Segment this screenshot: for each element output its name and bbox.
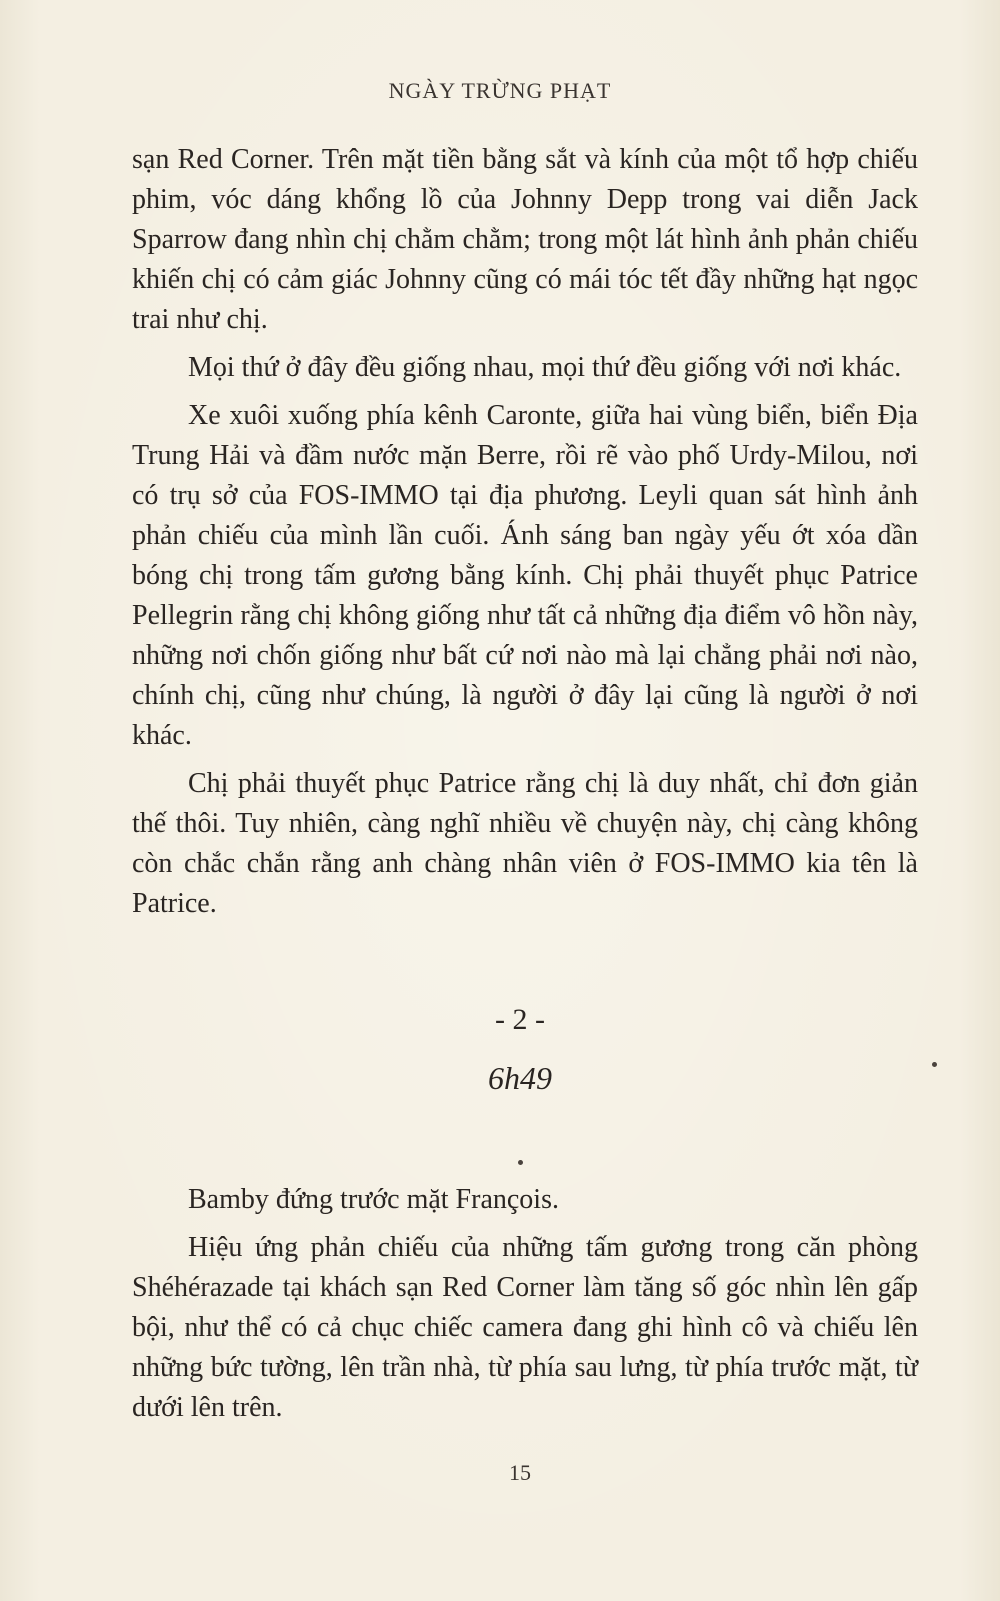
paragraph: Xe xuôi xuống phía kênh Caronte, giữa hai vùng biển, biển Địa Trung Hải và đầm nước mặn Berre, rồi rẽ vào phố Urdy-Milou, nơi có trụ sở của FOS-IMMO tại địa phương. Leyli quan sát hình ảnh phản chiếu của mình lần cuối. Ánh sáng ban ngày yếu ớt xóa dần bóng chị trong tấm gương bằng kính. Chị phải thuyết phục Patrice Pellegrin rằng chị không giống như tất cả những địa điểm vô hồn này, những nơi chốn giống như bất cứ nơi nào mà lại chẳng phải nơi nào, chính chị, cũng như chúng, là người ở đây lại cũng là người ở nơi khác. xyxy=(132,400,918,751)
section-1-text xyxy=(132,140,918,924)
paragraph: Mọi thứ ở đây đều giống nhau, mọi thứ đều giống với nơi khác. xyxy=(188,352,902,383)
page-number: 15 xyxy=(509,1460,531,1485)
print-speck xyxy=(932,1062,937,1067)
paragraph: Hiệu ứng phản chiếu của những tấm gương trong căn phòng Shéhérazade tại khách sạn Red Corner làm tăng số góc nhìn lên gấp bội, như thể có cả chục chiếc camera đang ghi hình cô và chiếu lên những bức tường, lên trần nhà, từ phía sau lưng, từ phía trước mặt, từ dưới lên trên. xyxy=(132,1232,918,1423)
chapter-number: - 2 - xyxy=(495,1003,545,1036)
paragraph: sạn Red Corner. Trên mặt tiền bằng sắt và kính của một tổ hợp chiếu phim, vóc dáng khổng lồ của Johnny Depp trong vai diễn Jack Sparrow đang nhìn chị chằm chằm; trong một lát hình ảnh phản chiếu khiến chị có cảm giác Johnny cũng có mái tóc tết đầy những hạt ngọc trai như chị. xyxy=(132,144,918,335)
running-head: NGÀY TRỪNG PHẠT xyxy=(388,78,612,103)
paragraph: Chị phải thuyết phục Patrice rằng chị là duy nhất, chỉ đơn giản thế thôi. Tuy nhiên, càng nghĩ nhiều về chuyện này, chị càng không còn chắc chắn rằng anh chàng nhân viên ở FOS-IMMO kia tên là Patrice. xyxy=(132,768,918,919)
chapter-time: 6h49 xyxy=(488,1060,552,1096)
print-speck xyxy=(518,1160,523,1165)
paragraph: Bamby đứng trước mặt François. xyxy=(188,1184,559,1215)
section-2-text xyxy=(132,1180,918,1428)
